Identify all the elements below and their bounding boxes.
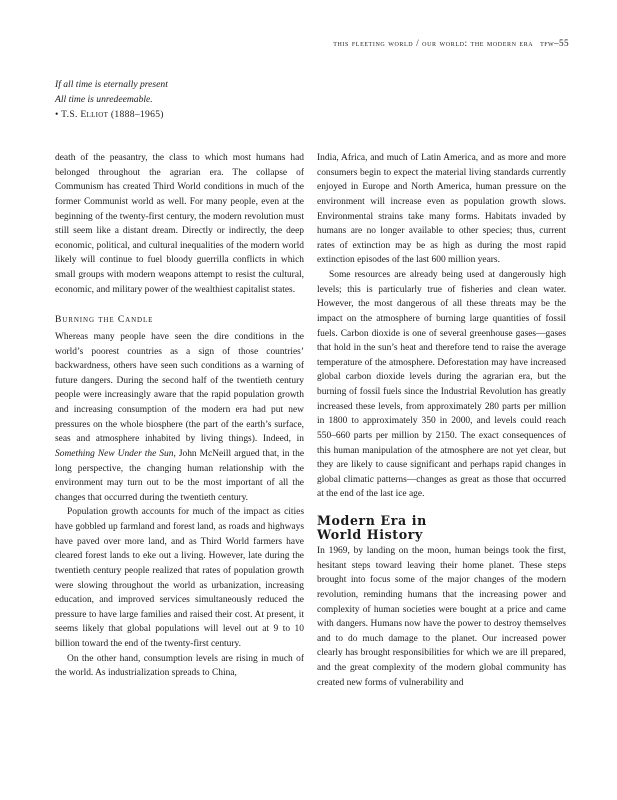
paragraph: On the other hand, consumption levels are rising in much of the world. As industrialization spreads to China,	[55, 653, 304, 679]
paragraph: In 1969, by landing on the moon, human beings took the first, hesitant steps toward leaving their home planet. These steps brought into focus some of the major changes of the modern revolution, reminding humans that the increasing power and complexity of human societies were bought at a price and came with dangers. Humans now have the power to destroy themselves and to do much damage to the planet. Our increased power clearly has brought responsibilities for which we are ill prepared, and the great complexity of the modern global community has created new forms of vulnerability and	[317, 546, 566, 688]
epigraph	[55, 78, 315, 122]
paragraph: death of the peasantry, the class to which most humans had belonged throughout the agrarian era. The collapse of Communism has created Third World conditions in much of the former Communist world as well. For many people, even at the beginning of the twenty-first century, the modern revolution must still seem like a distant dream. Directly or indirectly, the deep economic, political, and cultural inequalities of the modern world likely will continue to fuel bloody guerrilla conflicts in which small groups with modern weapons attempt to resist the cultural, economic, and military power of the wealthiest capitalist states.	[55, 153, 304, 295]
section-title-line-2: World History	[317, 527, 423, 542]
paragraph: Some resources are already being used at dangerously high levels; this is particularly true of fisheries and clean water. However, the most dangerous of all these threats may be the impact on the atmosphere of burning large quantities of fossil fuels. Carbon dioxide is one of several greenhouse gases—gases that hold in the sun’s heat and therefore tend to raise the average temperature of the atmosphere. Deforestation may have increased global carbon dioxide levels during the agrarian era, but the burning of fossil fuels since the Industrial Revolution has greatly increased these levels, from approximately 280 parts per million in 1800 to approximately 350 in 2000, and levels could reach 550–660 parts per million by 2150. The exact consequences of this human manipulation of the atmosphere are not yet clear, but they are likely to cause significant and perhaps rapid changes in global climatic patterns—changes as great as those that occurred at the end of the last ice age.	[317, 270, 566, 500]
paragraph: Population growth accounts for much of the impact as cities have gobbled up farmland and forest land, as roads and highways have paved over more land, and as Third World farmers have cleared forest lands to eke out a living. However, late during the twentieth century people realized that rates of population growth were slowing throughout the world as urbanization, increasing education, and improved services simultaneously reduced the pressure to have large families and raised their cost. At present, it seems likely that global populations will level out at 9 to 10 billion toward the end of the twenty-first century.	[55, 507, 304, 649]
page-number: tfw–55	[540, 38, 569, 48]
paragraph-text: Whereas many people have seen the dire conditions in the world’s poorest countries as a sign of those countries’ backwardness, others have seen such conditions as a warning of future dangers. During the second half of the twentieth century people were increasingly aware that the rapid population growth and increasing consumption of the modern era had put new pressures on the whole biosphere (the part of the earth’s surface, seas and atmosphere inhabited by living things). Indeed, in	[55, 331, 304, 445]
running-head	[333, 38, 569, 48]
running-title: this fleeting world / our world: the modern era	[333, 38, 534, 48]
epigraph-line-2: All time is unredeemable.	[55, 93, 153, 105]
paragraph	[55, 330, 304, 506]
paragraph: India, Africa, and much of Latin America, and as more and more consumers begin to expect the material living standards currently enjoyed in Europe and North America, human pressure on the environment will increase even as population growth slows. Environmental strains take many forms. Habitats invaded by humans are no longer available to other species; thus, current rates of extinction may be as high as during the most rapid extinction episodes of the last 600 million years.	[317, 153, 566, 266]
epigraph-line-1: If all time is eternally present	[55, 79, 168, 90]
right-column	[317, 151, 566, 690]
book-title: Something New Under the Sun,	[55, 448, 176, 459]
left-column	[55, 151, 304, 681]
epigraph-attribution: • T.S. Elliot (1888–1965)	[55, 108, 164, 120]
paragraph-text: John McNeill argued that, in the long perspective, the changing human relationship with the environment may turn out to be the most important of all the changes that occurred during the twentieth century.	[55, 448, 305, 503]
section-title-line-1: Modern Era in	[317, 513, 427, 528]
subheading-burning-the-candle: Burning the Candle	[55, 314, 154, 326]
section-title	[317, 514, 566, 542]
